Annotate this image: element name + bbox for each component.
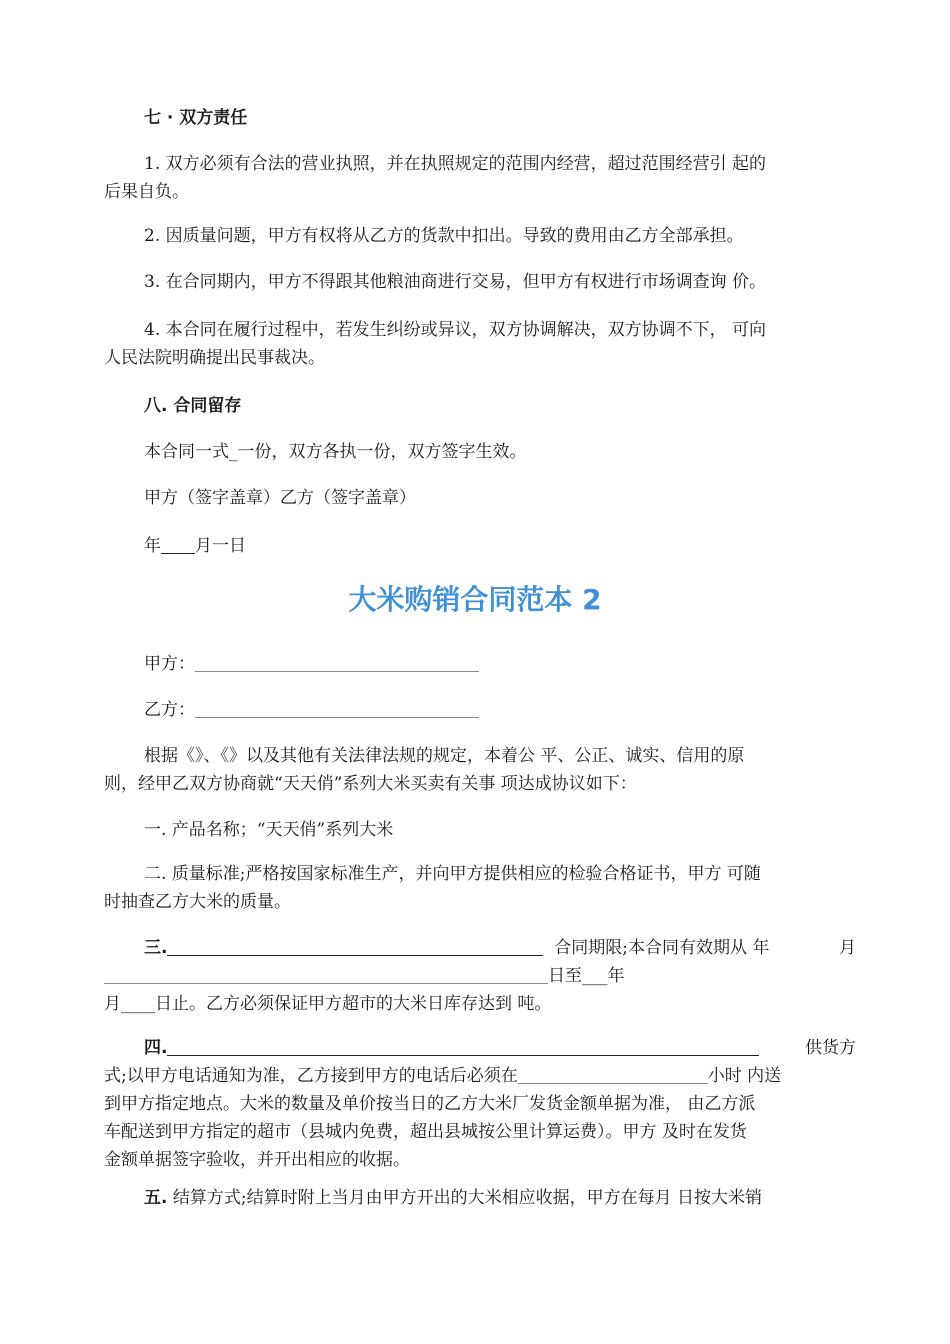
item-4-text-a: 供货方 xyxy=(805,1038,856,1058)
item-2-line2: 时抽查乙方大米的质量。 xyxy=(104,892,291,912)
date-year-label: 年 xyxy=(144,536,161,556)
item-4-label: 四. xyxy=(144,1038,168,1058)
party-a-label: 甲方： xyxy=(144,654,195,674)
item-3-line1 xyxy=(104,934,856,962)
item-3-label: 三. xyxy=(144,938,168,958)
sec7-item3: 3. 在合同期内，甲方不得跟其他粮油商进行交易，但甲方有权进行市场调查询 价。 xyxy=(144,272,767,292)
date-month-day-label: 月一日 xyxy=(195,536,246,556)
sec7-item2: 2. 因质量问题，甲方有权将从乙方的货款中扣出。导致的费用由乙方全部承担。 xyxy=(144,226,744,246)
sec7-item4-line2: 人民法院明确提出民事裁决。 xyxy=(104,348,325,368)
signature-line: 甲方（签字盖章）乙方（签字盖章） xyxy=(144,488,416,508)
item-4-line4: 车配送到甲方指定的超市（县城内免费，超出县城按公里计算运费）。甲方 及时在发货 xyxy=(104,1122,747,1142)
sec7-item1-line1: 1. 双方必须有合法的营业执照，并在执照规定的范围内经营，超过范围经营引 起的 xyxy=(144,154,767,174)
item-4-line1 xyxy=(104,1034,856,1062)
item-4-line5: 金额单据签字验收，并开出相应的收据。 xyxy=(104,1150,410,1170)
date-line xyxy=(104,532,856,560)
section-8-heading: 八. 合同留存 xyxy=(144,396,242,416)
item-3-line3: 月____日止。乙方必须保证甲方超市的大米日库存达到 吨。 xyxy=(104,994,552,1014)
party-b-blank xyxy=(195,716,479,718)
party-a-blank xyxy=(195,670,479,672)
intro-line1: 根据《》、《》以及其他有关法律法规的规定，本着公 平、公正、诚实、信用的原 xyxy=(144,746,745,766)
copies-clause: 本合同一式_一份，双方各执一份，双方签字生效。 xyxy=(144,442,527,462)
item-3-line2 xyxy=(104,962,856,990)
item-1-product-name: 一. 产品名称；“天天俏”系列大米 xyxy=(144,820,394,840)
item-4-hours-blank xyxy=(518,1082,708,1084)
item-5-text-a: 结算方式;结算时附上当月由甲方开出的大米相应收据，甲方在每月 日按大米销 xyxy=(172,1188,763,1208)
item-2-line1: 二. 质量标准;严格按国家标准生产，并向甲方提供相应的检验合格证书，甲方 可随 xyxy=(144,864,761,884)
item-4-blank xyxy=(167,1054,759,1056)
item-4-line3: 到甲方指定地点。大米的数量及单价按当日的乙方大米厂发货金额单据为准， 由乙方派 xyxy=(104,1094,756,1114)
sec7-item4-line1: 4. 本合同在履行过程中，若发生纠纷或异议，双方协调解决，双方协调不下， 可向 xyxy=(144,320,767,340)
item-5-line1 xyxy=(104,1184,856,1212)
party-b-line xyxy=(104,696,856,724)
section-7-heading: 七 · 双方责任 xyxy=(144,108,248,128)
item-4-text-b2: 小时 内送 xyxy=(707,1066,782,1086)
item-5-label: 五. xyxy=(144,1188,168,1208)
date-blank xyxy=(161,552,195,554)
party-a-line xyxy=(104,650,856,678)
sec7-item1-line2: 后果自负。 xyxy=(104,182,189,202)
contract-2-title: 大米购销合同范本 2 xyxy=(348,583,602,616)
item-4-line2 xyxy=(104,1062,856,1090)
item-3-text-b: 日至___年 xyxy=(548,966,625,986)
item-3-blank-2 xyxy=(104,982,548,984)
item-3-text-a: 合同期限;本合同有效期从 年 xyxy=(554,938,770,958)
party-b-label: 乙方： xyxy=(144,700,195,720)
item-4-text-b1: 式;以甲方电话通知为准，乙方接到甲方的电话后必须在 xyxy=(104,1066,518,1086)
intro-line2: 则，经甲乙双方协商就“天天俏”系列大米买卖有关事 项达成协议如下： xyxy=(104,774,637,794)
item-3-blank xyxy=(167,954,543,956)
item-3-month: 月 xyxy=(839,938,856,958)
